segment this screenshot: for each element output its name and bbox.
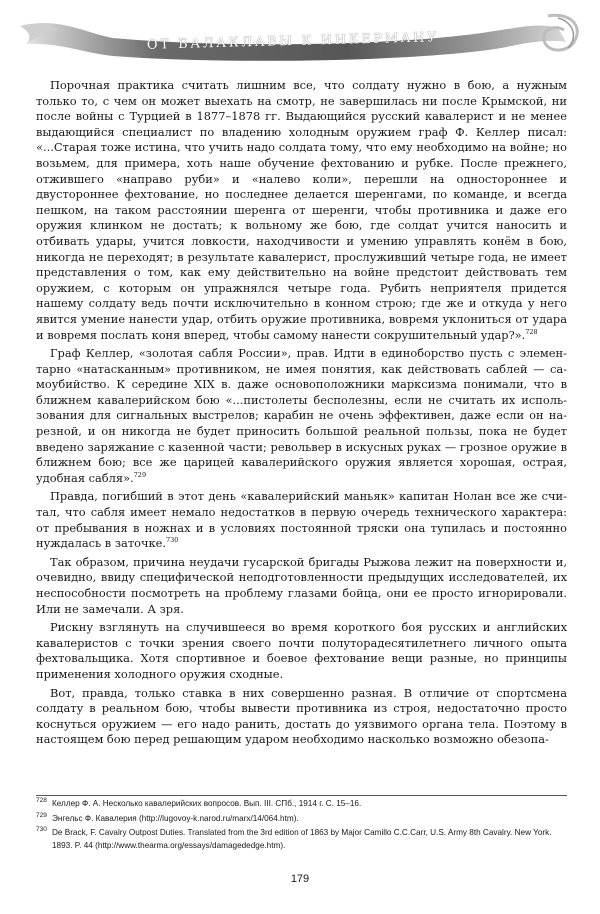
page-number: 179 [290, 873, 310, 885]
paragraph: Правда, погибший в этот день «кавалерийский маньяк» капитан Нолан все же считал, что сабля имеет немало недостатков в первую очередь технического характера: от пребывания в ножнах и в условиях постоянной тряски она тупилась и постоянно нуждалась в заточке.$^{730}$ [36, 489, 567, 551]
footnotes [36, 795, 567, 852]
footnote-number: 728 [36, 797, 47, 804]
paragraph: Рискну взглянуть на случившееся во время короткого боя русских и английских кавалеристов с точки зрения своего почти полуторадесятилетнего личного опыта фехтовальщика. Хотя спортивное и боевое фехтование вещи разные, но принципы применения холодного оружия сходные. [36, 620, 567, 681]
header-banner [18, 8, 584, 70]
paragraph: Так образом, причина неудачи гусарской бригады Рыжова лежит на поверхности и, очевидно, ввиду специфической неподготовленности предыдущих исследователей, их неспособности посмотреть на проблему глазами бойца, они ее просто игнорировали. Или не замечали. А зря. [36, 554, 567, 616]
footnote-text: Келлер Ф. А. Несколько кавалерийских вопросов. Вып. III. СПб., 1914 г. С. 15–16. [52, 799, 362, 808]
footnote-number: 730 [36, 826, 47, 833]
footnote [36, 827, 567, 852]
body-text [36, 78, 567, 751]
paragraph: Граф Келлер, «золотая сабля России», прав. Идти в единоборство пусть с элементарно «натасканным» противником, не имея понятия, как действовать саблей — самоубийство. К середине XIX в. даже основоположники марксизма понимали, что в ближнем кавалерийском бою «...пистолеты бесполезны, если не считать их использования для сигнальных выстрелов; карабин не очень эффективен, даже если он нарезной, и он никогда не будет приносить большой реальной пользы, пока не будет введено заряжание с казенной части; револьвер в искусных руках — грозное оружие в ближнем бою; все же царицей кавалерийского оружия является хорошая, острая, удобная сабля».$^{729}$ [36, 346, 567, 485]
footnote [36, 813, 567, 826]
footnote-text: De Brack, F. Cavalry Outpost Duties. Translated from the 3rd edition of 1863 by Major Camillo C.C.Carr, U.S. Army 8th Cavalry. New York. 1893. P. 44 (http://www.thearma.org/essays/damagededge.htm). [52, 828, 552, 850]
paragraph: Порочная практика считать лишним все, что солдату нужно в бою, а нужным только то, с чем он может выехать на смотр, не завершилась ни после Крымской, ни после войны с Турцией в 1877–1878 гг. Выдающийся русский кавалерист и не менее выдающийся специалист по владению холодным оружием граф Ф. Келлер писал: «...Старая тоже истина, что учить надо солдата тому, что ему необходимо на войне; но возьмем, для примера, хоть наше обучение фехтованию и рубке. После прежнего, отжившего «направо руби» и «налево коли», перешли на одностороннее и двустороннее фехтование, но последнее делается шеренгами, по команде, и всегда пешком, на таком расстоянии шеренга от шеренги, чтобы противника и даже его оружия клинком не достать; к вольному же бою, где солдат учится наносить и отбивать удары, учится ловкости, находчивости и умению управлять конём в бою, никогда не переходят; в результате кавалерист, прослуживший четыре года, не имеет представления о том, как ему действительно на войне предстоит действовать тем оружием, с которым он упражнялся четыре года. Рубить неприятеля придется нашему солдату ведь почти исключительно в конном строю; где же и откуда у него явится умение нанести удар, отбить оружие противника, вовремя уклониться от удара и вовремя послать коня вперед, чтобы самому нанести сокрушительный удар?».$^{728}$ [36, 78, 567, 342]
footnote-text: Энгельс Ф. Кавалерия (http://lugovoy-k.narod.ru/marx/14/064.htm). [52, 813, 299, 823]
footnote [36, 798, 567, 811]
footnote-ref: 728 [525, 327, 538, 336]
paragraph: Вот, правда, только ставка в них совершенно разная. В отличие от спортсмена солдату в реальном бою, чтобы вывести противника из строя, недостаточно просто коснуться оружием — его надо ранить, достать до уязвимого органа тела. Поэтому в настоящем бою перед решающим ударом необходимо насколько возможно обезопа- [36, 685, 567, 747]
footnote-ref: 730 [166, 536, 179, 545]
footnote-number: 729 [36, 811, 47, 819]
running-title: ОТ БАЛАКЛАВЫ К ИНКЕРМАНУ [146, 30, 440, 53]
footnote-ref: 729 [133, 471, 147, 480]
